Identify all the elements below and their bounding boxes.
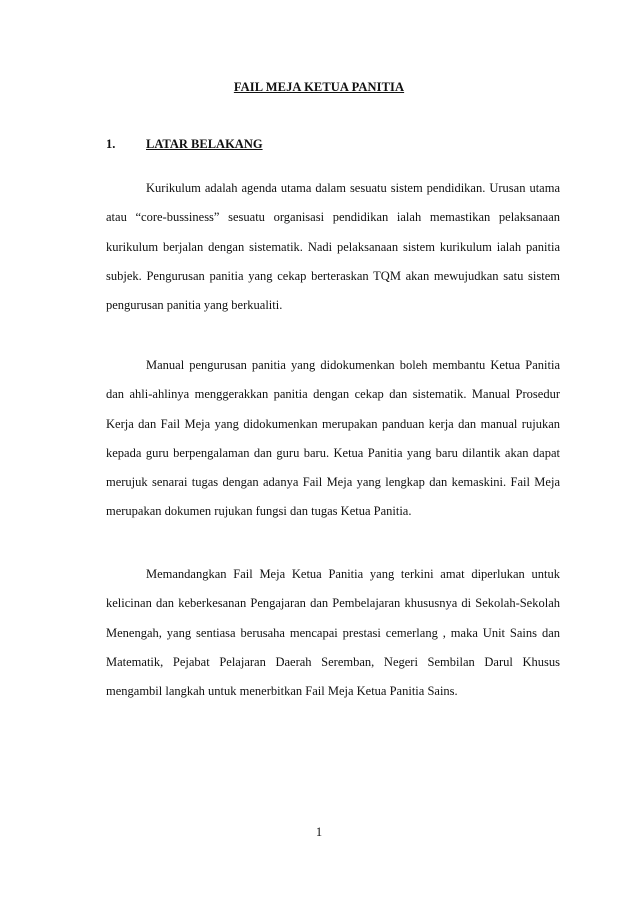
section-number: 1. (106, 137, 116, 151)
page-number: 1 (315, 825, 323, 839)
document-title: FAIL MEJA KETUA PANITIA (233, 80, 405, 94)
section-title: LATAR BELAKANG (146, 137, 263, 151)
paragraph-2: Manual pengurusan panitia yang didokumenkan boleh membantu Ketua Panitia dan ahli-ahlinya menggerakkan panitia dengan cekap dan sistematik. Manual Prosedur Kerja dan Fail Meja yang didokumenkan merupakan panduan kerja dan manual rujukan kepada guru berpengalaman dan guru baru. Ketua Panitia yang baru dilantik akan dapat merujuk senarai tugas dengan adanya Fail Meja yang lengkap dan kemaskini. Fail Meja merupakan dokumen rujukan fungsi dan tugas Ketua Panitia. (106, 358, 560, 519)
section-heading (106, 137, 263, 152)
paragraph-1: Kurikulum adalah agenda utama dalam sesuatu sistem pendidikan. Urusan utama atau “core-bussiness” sesuatu organisasi pendidikan ialah memastikan pelaksanaan kurikulum berjalan dengan sistematik. Nadi pelaksanaan sistem kurikulum ialah panitia subjek. Pengurusan panitia yang cekap berteraskan TQM akan mewujudkan satu sistem pengurusan panitia yang berkualiti. (106, 181, 560, 313)
paragraph-3: Memandangkan Fail Meja Ketua Panitia yang terkini amat diperlukan untuk kelicinan dan keberkesanan Pengajaran dan Pembelajaran khususnya di Sekolah-Sekolah Menengah, yang sentiasa berusaha mencapai prestasi cemerlang , maka Unit Sains dan Matematik, Pejabat Pelajaran Daerah Seremban, Negeri Sembilan Darul Khusus mengambil langkah untuk menerbitkan Fail Meja Ketua Panitia Sains. (106, 567, 560, 699)
